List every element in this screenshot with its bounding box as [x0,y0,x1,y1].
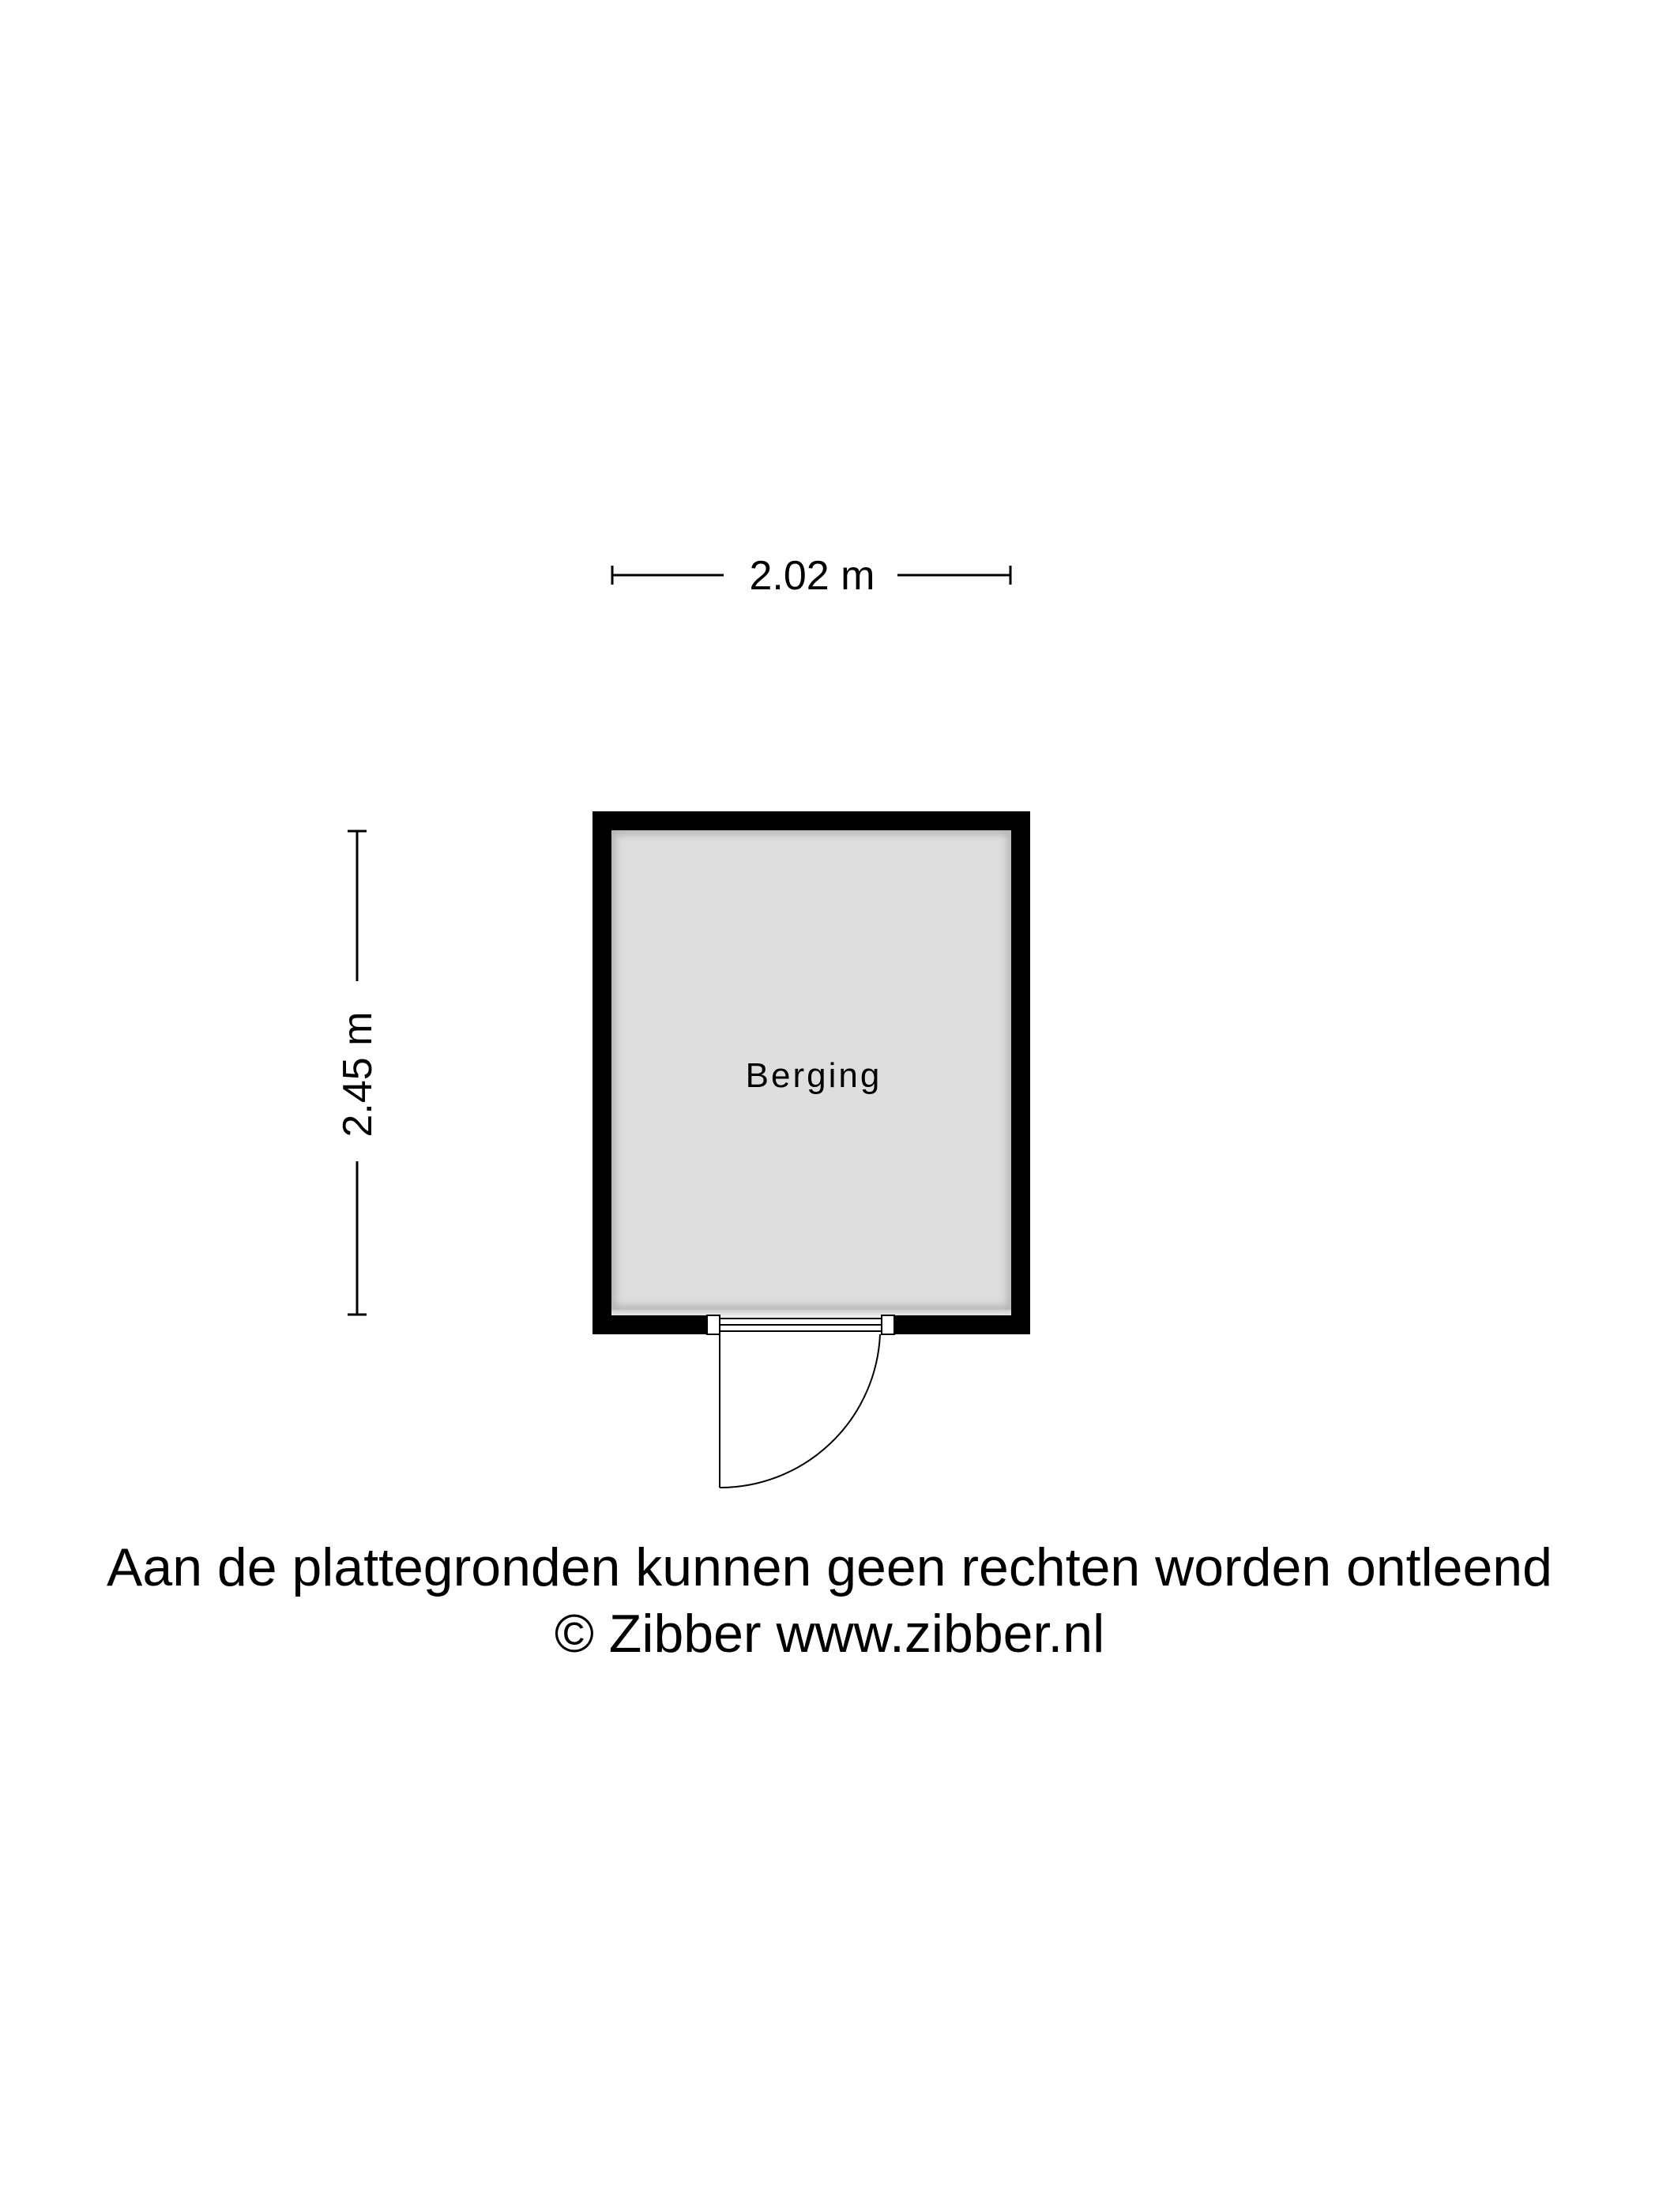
height-dimension [335,831,381,1315]
wall-right [1011,811,1030,1334]
door-frame-left [707,1315,720,1334]
wall-bottom-left [592,1315,707,1334]
door-frame-right [882,1315,894,1334]
width-dimension [612,553,1010,599]
door [707,1315,894,1488]
wall-left [592,811,611,1334]
room-berging [592,811,1030,1488]
width-dimension-label: 2.02 m [749,553,875,599]
copyright-text: © Zibber www.zibber.nl [554,1604,1105,1664]
door-swing-arc [720,1334,880,1488]
disclaimer-text: Aan de plattegronden kunnen geen rechten worden ontleend [107,1537,1552,1597]
height-dimension-label: 2.45 m [335,1011,381,1138]
room-label: Berging [745,1056,882,1095]
wall-bottom-right [894,1315,1030,1334]
wall-top [592,811,1030,830]
